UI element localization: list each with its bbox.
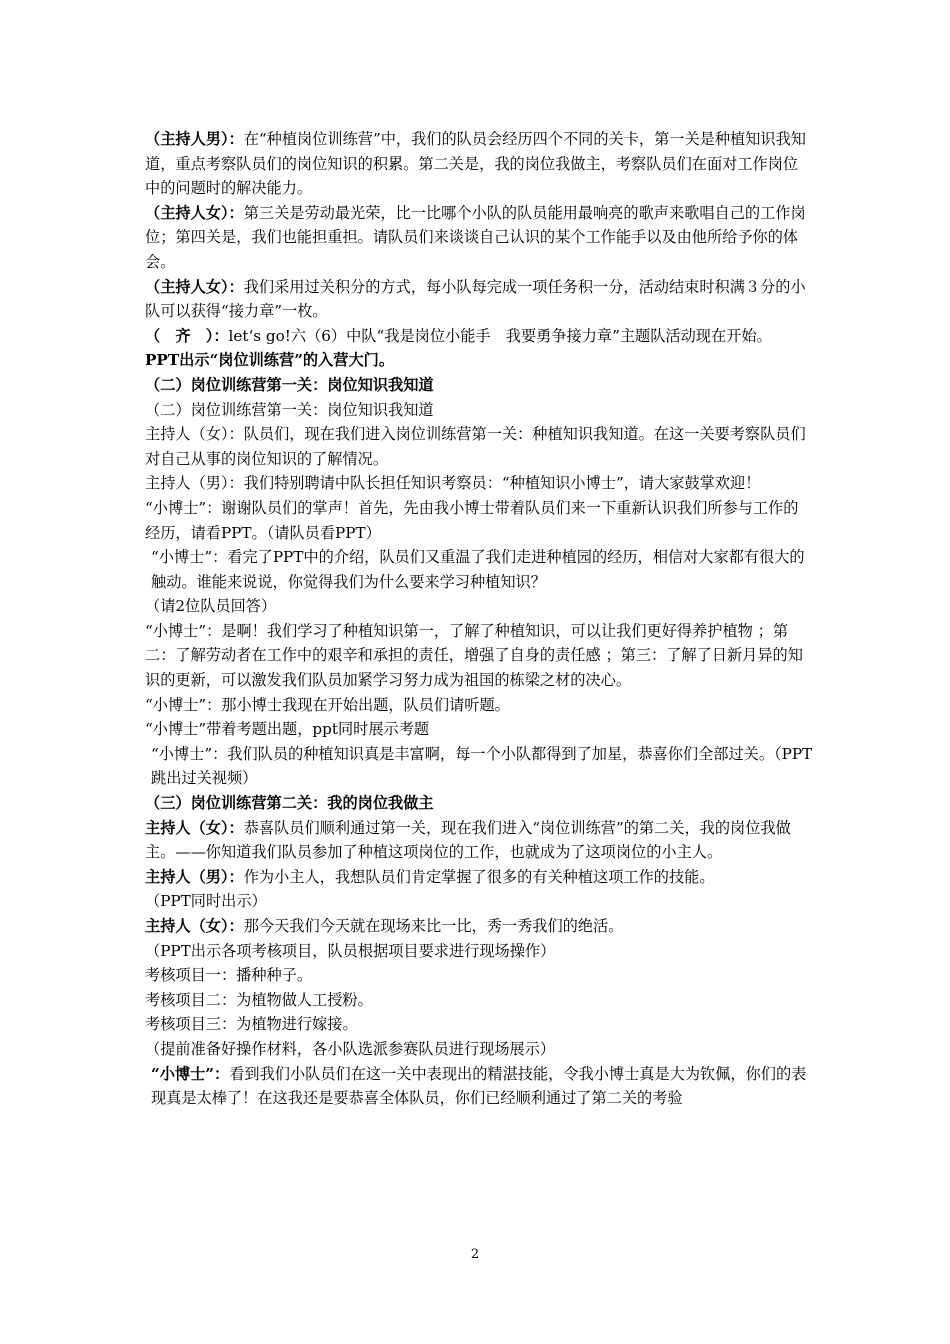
speaker-label: （主持人男）： bbox=[145, 130, 244, 148]
section-heading: （三）岗位训练营第二关：我的岗位我做主 bbox=[145, 794, 434, 813]
paragraph bbox=[145, 201, 813, 275]
paragraph-text: 那今天我们今天就在现场来比一比，秀一秀我们的绝活。 bbox=[243, 917, 624, 935]
speaker-label: （主持人女）： bbox=[145, 277, 244, 296]
paragraph bbox=[145, 324, 813, 349]
paragraph bbox=[145, 127, 813, 201]
paragraph: （提前准备好操作材料，各小队选派参赛队员进行现场展示） bbox=[145, 1039, 556, 1058]
paragraph bbox=[145, 865, 813, 890]
paragraph: “小博士”：谢谢队员们的掌声！首先，先由我小博士带着队员们来一下重新认识我们所参与工作的经历，请看PPT。（请队员看PPT） bbox=[145, 498, 799, 542]
paragraph: 主持人（男）：我们特别聘请中队长担任知识考察员：“种植知识小博士”，请大家鼓掌欢迎！ bbox=[145, 474, 761, 493]
paragraph-text: let‘s go!六（6）中队“我是岗位小能手 我要勇争接力章”主题队活动现在开始。 bbox=[228, 326, 772, 345]
list-item: 考核项目三：为植物进行嫁接。 bbox=[145, 1015, 358, 1034]
paragraph: （PPT出示各项考核项目，队员根据项目要求进行现场操作） bbox=[145, 941, 556, 960]
paragraph-text: 我们采用过关积分的方式，每小队每完成一项任务积一分，活动结束时积满３分的小队可以获得“接力章”一枚。 bbox=[145, 277, 806, 321]
list-item: 考核项目一：播种种子。 bbox=[145, 966, 313, 985]
page-body bbox=[145, 127, 813, 1111]
paragraph: “小博士”：是啊！我们学习了种植知识第一，了解了种植知识，可以让我们更好得养护植物 ；第二：了解劳动者在工作中的艰辛和承担的责任，增强了自身的责任感 ；第三：了解了日新月异的知识的更新，可以激发我们队员加紧学习努力成为祖国的栋梁之材的决心。 bbox=[145, 621, 803, 690]
paragraph-text: 在“种植岗位训练营”中，我们的队员会经历四个不同的关卡，第一关是种植知识我知道，重点考察队员们的岗位知识的积累。第二关是，我的岗位我做主，考察队员们在面对工作岗位中的问题时的解决能力。 bbox=[145, 130, 806, 198]
paragraph: “小博士”带着考题出题，ppt同时展示考题 bbox=[145, 720, 430, 739]
paragraph: “小博士”：那小博士我现在开始出题，队员们请听题。 bbox=[145, 695, 510, 714]
paragraph: 主持人（女）：队员们，现在我们进入岗位训练营第一关：种植知识我知道。在这一关要考察队员们对自己从事的岗位知识的了解情况。 bbox=[145, 425, 806, 468]
speaker-label: （主持人女）： bbox=[145, 203, 244, 222]
speaker-label: “小博士”： bbox=[151, 1064, 230, 1083]
paragraph bbox=[145, 816, 813, 865]
paragraph: “小博士”：看完了PPT中的介绍，队员们又重温了我们走进种植园的经历，相信对大家都有很大的触动。谁能来说说，你觉得我们为什么要来学习种植知识？ bbox=[151, 548, 805, 591]
paragraph-text: 恭喜队员们顺利通过第一关，现在我们进入“岗位训练营”的第二关，我的岗位我做主。——你知道我们队员参加了种植这项岗位的工作，也就成为了这项岗位的小主人。 bbox=[145, 818, 791, 862]
paragraph-text: 看到我们小队员们在这一关中表现出的精湛技能，令我小博士真是大为钦佩，你们的表现真是太棒了！在这我还是要恭喜全体队员，你们已经顺利通过了第二关的考验 bbox=[151, 1064, 807, 1108]
paragraph: “小博士”：我们队员的种植知识真是丰富啊，每一个小队都得到了加星，恭喜你们全部过关。（PPT跳出过关视频） bbox=[151, 744, 813, 788]
speaker-label: （ 齐 ）： bbox=[145, 326, 229, 345]
paragraph bbox=[145, 914, 813, 939]
paragraph: （请2位队员回答） bbox=[145, 597, 277, 616]
paragraph bbox=[145, 275, 813, 324]
speaker-label: 主持人（男）： bbox=[145, 867, 244, 886]
list-item: 考核项目二：为植物做人工授粉。 bbox=[145, 990, 373, 1009]
speaker-label: 主持人（女）： bbox=[145, 917, 244, 935]
page-number: 2 bbox=[470, 1247, 480, 1262]
paragraph: （PPT同时出示） bbox=[145, 892, 267, 911]
paragraph-text: 第三关是劳动最光荣，比一比哪个小队的队员能用最响亮的歌声来歌唱自己的工作岗位；第四关是，我们也能担重担。请队员们来谈谈自己认识的某个工作能手以及由他所给予你的体会。 bbox=[145, 203, 806, 271]
section-heading: （二）岗位训练营第一关：岗位知识我知道 bbox=[145, 375, 434, 394]
paragraph-text: 作为小主人，我想队员们肯定掌握了很多的有关种植这项工作的技能。 bbox=[243, 867, 715, 886]
speaker-label: 主持人（女）： bbox=[145, 818, 244, 837]
section-note: PPT出示“岗位训练营”的入营大门。 bbox=[145, 351, 395, 370]
paragraph bbox=[145, 1062, 813, 1111]
section-subheading: （二）岗位训练营第一关：岗位知识我知道 bbox=[145, 400, 434, 419]
